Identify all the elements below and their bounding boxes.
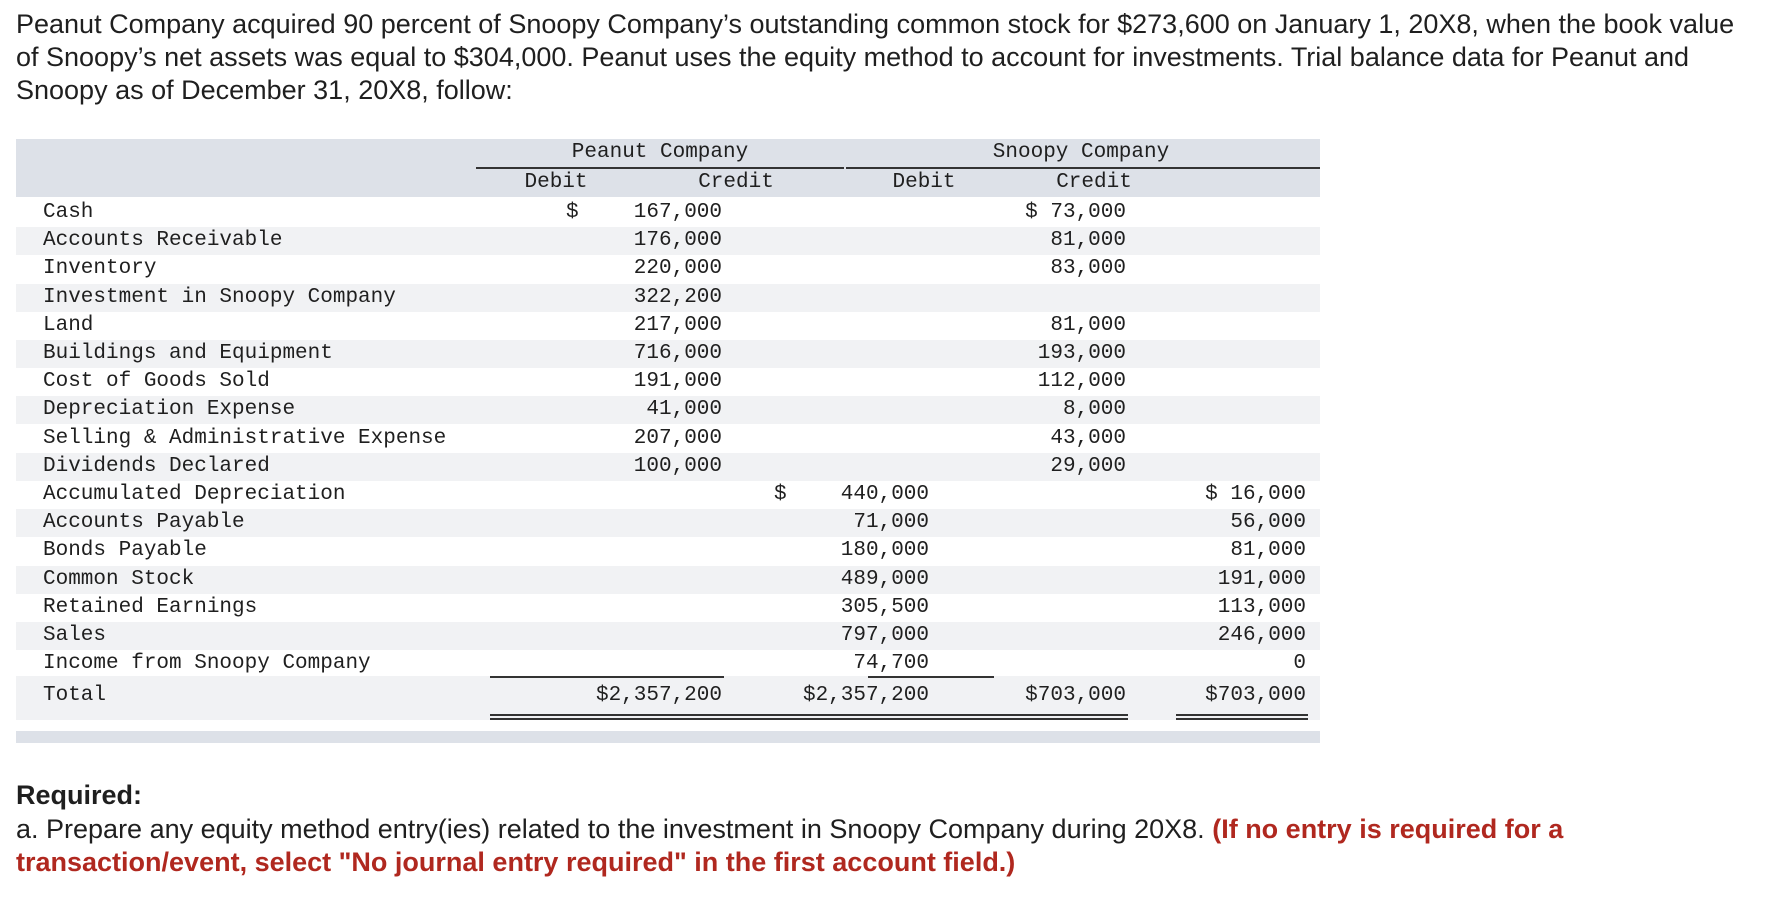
peanut-credit-value: 180,000 [840,539,929,563]
instruction-note: (If no entry is required for a transaction/event, select "No journal entry required" in the first account field.) [16,814,1564,877]
double-rule [868,718,1128,720]
trial-balance-table [16,139,1320,743]
total-snoopy-credit: $703,000 [1205,684,1306,707]
total-rule [868,676,994,678]
table-row [16,594,1320,622]
peanut-debit-value: 716,000 [633,342,722,365]
account-name: Investment in Snoopy Company [43,285,396,309]
table-row [16,396,1320,424]
account-name: Accumulated Depreciation [43,483,346,506]
table-row [16,622,1320,650]
peanut-debit-value: 217,000 [633,313,722,337]
table-row [16,284,1320,312]
account-name: Income from Snoopy Company [43,652,371,676]
peanut-debit-value: 207,000 [633,426,722,450]
peanut-debit-value: 220,000 [633,257,722,281]
subhead-peanut-debit: Debit [524,171,588,194]
table-row [16,481,1320,509]
double-rule [490,718,724,720]
snoopy-credit-value: 0 [1293,652,1306,676]
account-name: Retained Earnings [43,595,258,619]
peanut-credit-value: 71,000 [853,511,929,535]
table-header [16,139,1320,197]
table-row [16,509,1320,537]
account-name: Accounts Receivable [43,229,283,253]
snoopy-debit-value: 193,000 [1037,342,1126,365]
peanut-credit-value: 305,500 [840,595,929,619]
account-name: Land [43,313,94,337]
double-rule [490,714,724,716]
total-snoopy-debit: $703,000 [1025,684,1126,707]
account-name: Cash [43,201,94,224]
peanut-debit-value: 167,000 [633,201,722,224]
total-row [16,676,1320,720]
subhead-snoopy-credit: Credit [1056,171,1132,194]
snoopy-debit-value: 83,000 [1050,257,1126,281]
group-rule [476,167,844,169]
peanut-credit-value: 797,000 [840,624,929,647]
table-row [16,453,1320,481]
peanut-debit-value: 100,000 [633,454,722,478]
table-row [16,199,1320,227]
total-rule [490,676,724,678]
account-name: Sales [43,624,107,647]
double-rule [1176,718,1308,720]
snoopy-debit-value: 112,000 [1037,370,1126,394]
table-row [16,227,1320,255]
total-peanut-credit: $2,357,200 [802,684,929,707]
peanut-debit-value: 322,200 [633,285,722,309]
account-name: Selling & Administrative Expense [43,426,447,450]
peanut-credit-value: 489,000 [840,567,929,591]
snoopy-debit-value: $ 73,000 [1025,201,1126,224]
account-name: Bonds Payable [43,539,207,563]
double-rule [1176,714,1308,716]
account-name: Inventory [43,257,157,281]
table-row [16,340,1320,368]
subhead-snoopy-debit: Debit [892,171,956,194]
peanut-debit-dollar-sign: $ [566,201,579,224]
required-instruction [16,813,1756,879]
subhead-peanut-credit: Credit [698,171,774,194]
snoopy-debit-value: 81,000 [1050,229,1126,253]
required-heading: Required: [16,780,143,810]
snoopy-credit-value: 56,000 [1230,511,1306,535]
peanut-debit-value: 41,000 [646,398,722,422]
table-row [16,368,1320,396]
snoopy-debit-value: 8,000 [1062,398,1126,422]
account-name: Common Stock [43,567,195,591]
peanut-credit-dollar-sign: $ [774,483,787,506]
table-row [16,425,1320,453]
peanut-debit-value: 176,000 [633,229,722,253]
account-name: Depreciation Expense [43,398,296,422]
snoopy-debit-value: 43,000 [1050,426,1126,450]
problem-intro: Peanut Company acquired 90 percent of Snoopy Company’s outstanding common stock for $273,600 on January 1, 20X8, when the book value of Snoopy’s net assets was equal to $304,000. Peanut uses the equity method to account for investments. Trial balance data for Peanut and Snoopy as of December 31, 20X8, follow: [16,9,1735,105]
snoopy-debit-value: 81,000 [1050,313,1126,337]
group-rule [846,167,1320,169]
snoopy-credit-value: 246,000 [1217,624,1306,647]
snoopy-credit-value: 191,000 [1217,567,1306,591]
table-row [16,537,1320,565]
account-name: Dividends Declared [43,454,270,478]
instruction-text: a. Prepare any equity method entry(ies) related to the investment in Snoopy Company during 20X8. [16,814,1205,844]
account-name: Cost of Goods Sold [43,370,270,394]
group-peanut-company: Peanut Company [571,141,749,164]
table-row [16,255,1320,283]
snoopy-credit-value: 113,000 [1217,595,1306,619]
total-peanut-debit: $2,357,200 [595,684,722,707]
snoopy-credit-value: 81,000 [1230,539,1306,563]
snoopy-debit-value: 29,000 [1050,454,1126,478]
total-label: Total [43,684,107,707]
group-snoopy-company: Snoopy Company [992,141,1170,164]
table-row [16,312,1320,340]
table-row [16,650,1320,678]
table-footer-band [16,731,1320,743]
peanut-credit-value: 440,000 [840,483,929,506]
snoopy-credit-value: $ 16,000 [1205,483,1306,506]
account-name: Accounts Payable [43,511,245,535]
peanut-debit-value: 191,000 [633,370,722,394]
double-rule [868,714,1128,716]
peanut-credit-value: 74,700 [853,652,929,676]
table-row [16,566,1320,594]
account-name: Buildings and Equipment [43,342,333,365]
